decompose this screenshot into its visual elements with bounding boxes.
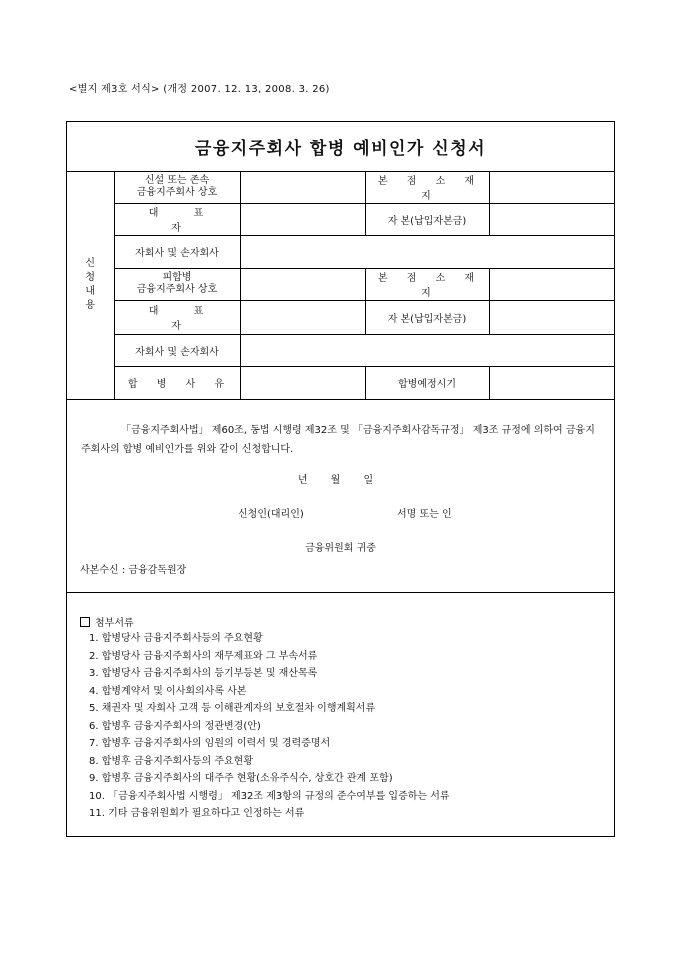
merger-reason-label: 합 병 사 유	[114, 366, 240, 399]
surviving-company-name-field[interactable]	[240, 171, 365, 203]
form-number-note: <별지 제3호 서식> (개정 2007. 12. 13, 2008. 3. 26)	[69, 84, 330, 95]
attachment-item: 6. 합병후 금융지주회사의 정관변경(안)	[89, 720, 261, 732]
attachments-list	[89, 630, 450, 823]
signature-label: 서명 또는 인	[397, 509, 452, 520]
merger-schedule-field[interactable]	[489, 366, 614, 399]
addressee: 금융위원회 귀중	[305, 543, 376, 554]
merged-company-name-field[interactable]	[240, 268, 365, 300]
title-row	[67, 122, 614, 172]
statement-paragraph: 「금융지주회사법」 제60조, 동법 시행령 제32조 및 「금융지주회사감독규정」 제3조 규정에 의하여 금융지주회사의 합병 예비인가를 위와 같이 신청합니다.	[81, 425, 595, 455]
attachment-item: 7. 합병후 금융지주회사의 임원의 이력서 및 경력증명서	[89, 738, 331, 749]
attachments-heading: 첨부서류	[80, 614, 134, 629]
subsidiaries-label-1: 자회사 및 손자회사	[114, 235, 240, 268]
representative-label-1: 대 표 자	[114, 203, 240, 235]
application-details-table	[67, 171, 614, 400]
attachment-item: 2. 합병당사 금융지주회사의 재무제표와 그 부속서류	[89, 650, 318, 662]
capital-field-1[interactable]	[489, 203, 614, 235]
head-office-label-2: 본 점 소 재 지	[365, 268, 489, 300]
capital-label-2: 자 본(납입자본금)	[365, 300, 489, 334]
application-form	[66, 121, 615, 837]
subsidiaries-field-1[interactable]	[240, 235, 614, 268]
carbon-copy-recipient: 사본수신 : 금융감독원장	[80, 565, 187, 576]
subsidiaries-label-2: 자회사 및 손자회사	[114, 334, 240, 366]
attachment-item: 8. 합병후 금융지주회사등의 주요현황	[89, 755, 253, 767]
attachment-item: 1. 합병당사 금융지주회사등의 주요현황	[89, 633, 263, 644]
surviving-company-name-label: 신설 또는 존속 금융지주회사 상호	[114, 171, 240, 203]
representative-field-2[interactable]	[240, 300, 365, 334]
merger-reason-field[interactable]	[240, 366, 365, 399]
head-office-field-2[interactable]	[489, 268, 614, 300]
applicant-label: 신청인(대리인)	[238, 509, 304, 520]
representative-label-2: 대 표 자	[114, 300, 240, 334]
checkbox-square-icon	[80, 617, 90, 627]
form-title: 금융지주회사 합병 예비인가 신청서	[194, 139, 487, 159]
representative-field-1[interactable]	[240, 203, 365, 235]
attachment-item: 11. 기타 금융위원회가 필요하다고 인정하는 서류	[89, 808, 305, 819]
capital-label-1: 자 본(납입자본금)	[365, 203, 489, 235]
side-label-application-contents: 신 청 내 용	[67, 171, 114, 399]
capital-field-2[interactable]	[489, 300, 614, 334]
date-line: 년 월 일	[297, 475, 384, 486]
attachment-item: 10. 「금융지주회사법 시행령」 제32조 제3항의 규정의 준수여부를 입증하는 서류	[89, 790, 450, 802]
application-statement	[67, 399, 614, 593]
attachment-item: 3. 합병당사 금융지주회사의 등기부등본 및 재산목록	[89, 668, 318, 679]
attachment-item: 4. 합병계약서 및 이사회의사록 사본	[89, 685, 247, 697]
merger-schedule-label: 합병예정시기	[365, 366, 489, 399]
attachment-item: 5. 채권자 및 자회사 고객 등 이해관계자의 보호절차 이행계획서류	[89, 703, 376, 714]
merged-company-name-label: 피합병 금융지주회사 상호	[114, 268, 240, 300]
attachment-item: 9. 합병후 금융지주회사의 대주주 현황(소유주식수, 상호간 관계 포함)	[89, 773, 393, 784]
head-office-label-1: 본 점 소 재 지	[365, 171, 489, 203]
head-office-field-1[interactable]	[489, 171, 614, 203]
subsidiaries-field-2[interactable]	[240, 334, 614, 366]
